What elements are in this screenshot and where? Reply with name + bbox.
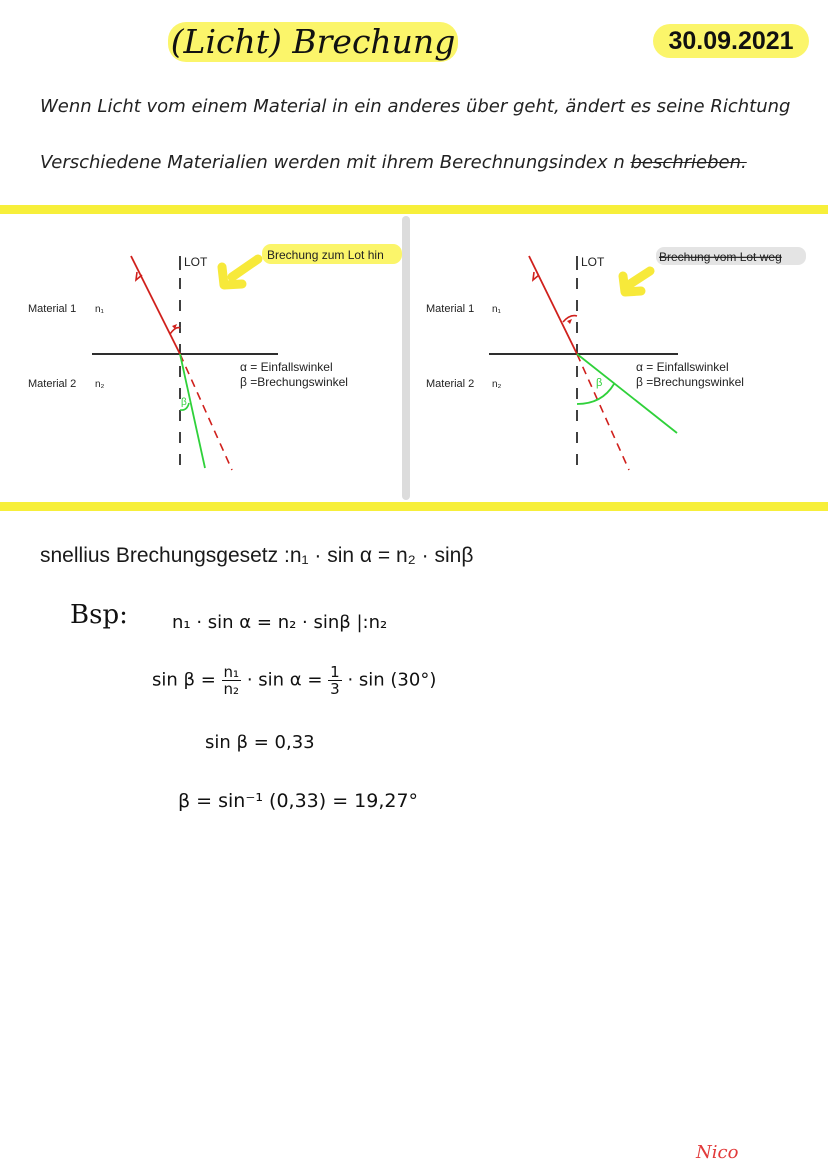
- example-step-1: n₁ · sin α = n₂ · sinβ |:n₂: [172, 612, 388, 633]
- step-2-lhs: sin β =: [152, 669, 216, 691]
- diagram-left: [0, 214, 402, 500]
- pointer-arrow-shaft: [232, 259, 258, 277]
- fraction-denominator: n₂: [223, 680, 240, 698]
- extended-ray: [180, 354, 232, 470]
- page-title: (Licht) Brechung: [168, 22, 458, 62]
- fraction-numerator: 1: [330, 663, 340, 681]
- diagram-right: [410, 214, 828, 500]
- n1-label: n₁: [95, 304, 104, 315]
- intro-line-2-struck: beschrieben.: [630, 152, 747, 173]
- intro-line-2-text: Verschiedene Materialien werden mit ihrem Berechnungsindex n: [40, 152, 631, 173]
- snell-law: [40, 544, 473, 568]
- example-step-2: [152, 664, 436, 697]
- beta-legend: β =Brechungswinkel: [636, 375, 744, 389]
- example-label: Bsp:: [70, 600, 128, 630]
- bottom-highlight-band: [0, 502, 828, 511]
- material-1-label: Material 1: [28, 303, 77, 315]
- signature: Nico: [696, 1142, 739, 1163]
- alpha-legend: α = Einfallswinkel: [240, 360, 333, 374]
- refracted-ray: [180, 354, 205, 468]
- step-2-rhs: · sin (30°): [347, 669, 437, 691]
- n2-label: n₂: [492, 379, 502, 390]
- diagram-divider: [402, 216, 410, 500]
- fraction-denominator: 3: [330, 680, 340, 698]
- fraction-1-3: [328, 664, 342, 697]
- snell-law-label: snellius Brechungsgesetz: [40, 544, 279, 567]
- alpha-marker: [567, 319, 572, 324]
- beta-legend: β =Brechungswinkel: [240, 375, 348, 389]
- intro-line-2: [40, 152, 747, 173]
- snell-law-formula: :n₁ · sin α = n₂ · sinβ: [283, 544, 474, 567]
- incident-ray: [529, 256, 577, 354]
- material-2-label: Material 2: [426, 378, 475, 390]
- material-2-label: Material 2: [28, 378, 77, 390]
- example-step-3: sin β = 0,33: [205, 732, 315, 753]
- pointer-arrow-shaft: [630, 271, 650, 284]
- incident-ray: [131, 256, 180, 354]
- n2-label: n₂: [95, 379, 105, 390]
- lot-label: LOT: [184, 255, 208, 269]
- step-2-mid: · sin α =: [246, 669, 323, 691]
- caption-text: Brechung zum Lot hin: [267, 248, 384, 262]
- intro-line-1: Wenn Licht vom einem Material in ein anderes über geht, ändert es seine Richtung: [40, 96, 791, 117]
- fraction-n1-n2: [222, 664, 242, 697]
- fraction-numerator: n₁: [223, 663, 240, 681]
- beta-mark: β: [596, 377, 603, 389]
- alpha-legend: α = Einfallswinkel: [636, 360, 729, 374]
- n1-label: n₁: [492, 304, 501, 315]
- lot-label: LOT: [581, 255, 605, 269]
- example-step-4: β = sin⁻¹ (0,33) = 19,27°: [178, 790, 419, 812]
- material-1-label: Material 1: [426, 303, 475, 315]
- top-highlight-band: [0, 205, 828, 214]
- date-badge: 30.09.2021: [653, 24, 809, 58]
- extended-ray: [577, 354, 629, 470]
- beta-mark: β: [181, 397, 187, 408]
- caption-text: Brechung vom Lot weg: [659, 250, 782, 264]
